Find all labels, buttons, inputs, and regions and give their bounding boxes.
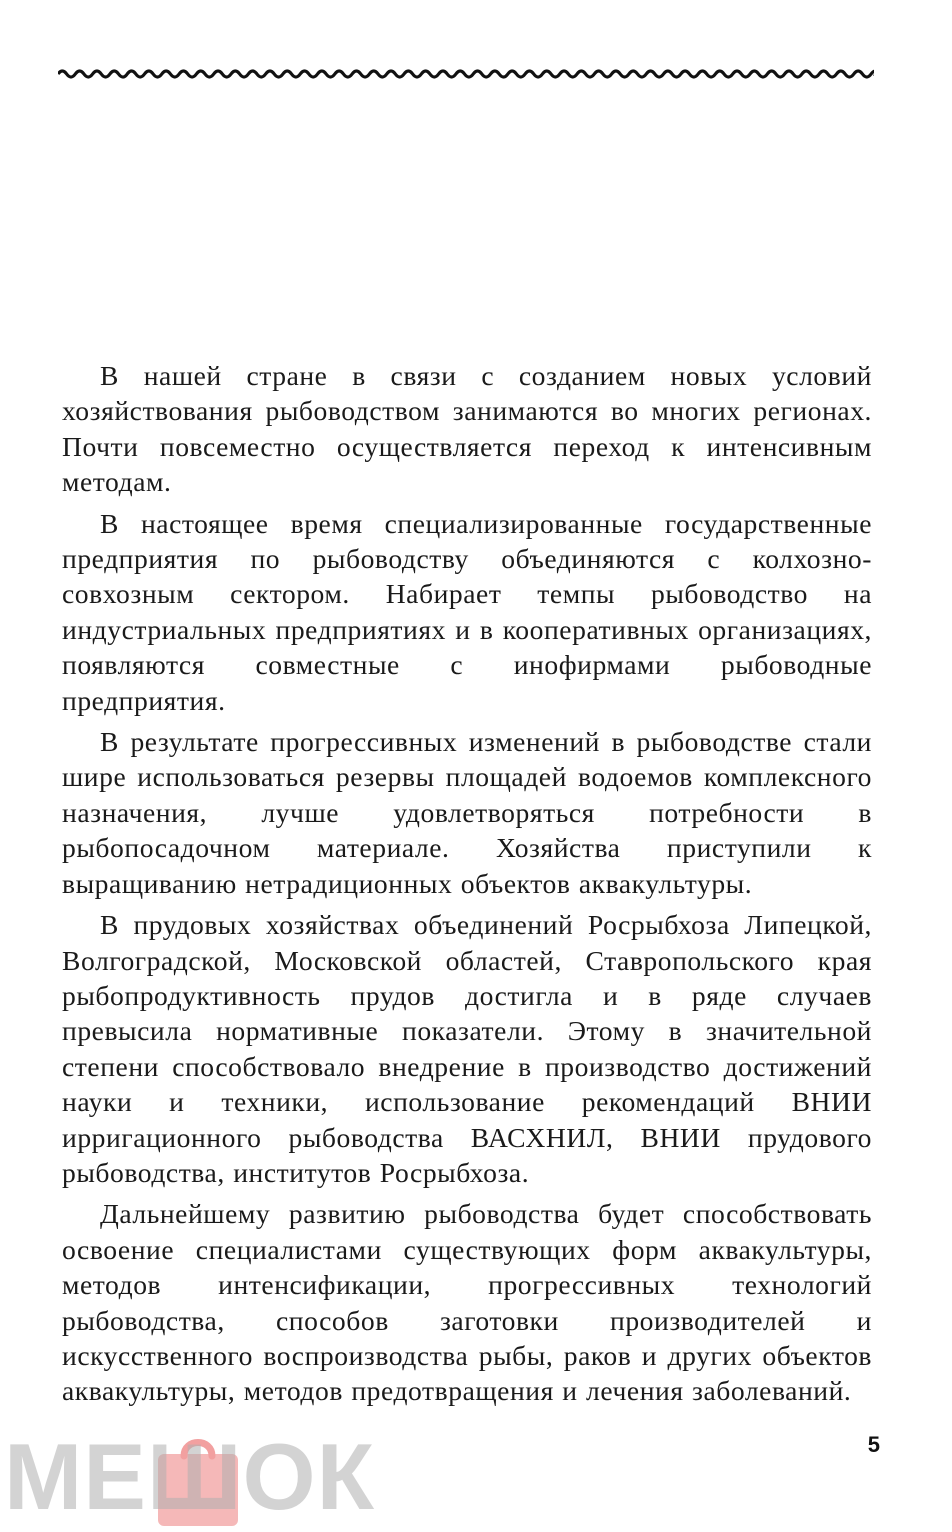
paragraph-1: В нашей стране в связи с созданием новых условий хозяйствования рыбоводством занимаются во многих регионах. Почти повсеместно осуществляется переход к интенсивным методам. [62, 360, 872, 498]
paragraph-3: В результате прогрессивных изменений в рыбоводстве стали шире использоваться резервы площадей водоемов комплексного назначения, лучше удовлетворяться потребности в рыбопосадочном материале. Хозяйства приступили к выращиванию нетрадиционных объектов аквакультуры. [62, 726, 872, 899]
watermark-text: МЕШОК [4, 1424, 375, 1529]
watermark [0, 1422, 380, 1532]
paragraph-5: Дальнейшему развитию рыбоводства будет способствовать освоение специалистами существующих форм аквакультуры, методов интенсификации, прогрессивных технологий рыбоводства, способов заготовки производителей и искусственного воспроизводства рыбы, раков и других объектов аквакультуры, методов предотвращения и лечения заболеваний. [62, 1198, 872, 1407]
paragraph-4: В прудовых хозяйствах объединений Росрыбхоза Липецкой, Волгоградской, Московской областей, Ставропольского края рыбопродуктивность прудов достигла и в ряде случаев превысила нормативные показатели. Этому в значительной степени способствовало внедрение в производство достижений науки и техники, использование рекомендаций ВНИИ ирригационного рыбоводства ВАСХНИЛ, ВНИИ прудового рыбоводства, институтов Росрыбхоза. [62, 909, 872, 1188]
paragraph-2: В настоящее время специализированные государственные предприятия по рыбоводству объединяются с колхозно-совхозным сектором. Набирает темпы рыбоводство на индустриальных предприятиях и в кооперативных организациях, появляются совместные с инофирмами рыбоводные предприятия. [62, 507, 872, 716]
page-number: 5 [867, 1432, 880, 1457]
body-text [62, 358, 872, 1415]
wavy-rule-ornament [58, 60, 874, 86]
